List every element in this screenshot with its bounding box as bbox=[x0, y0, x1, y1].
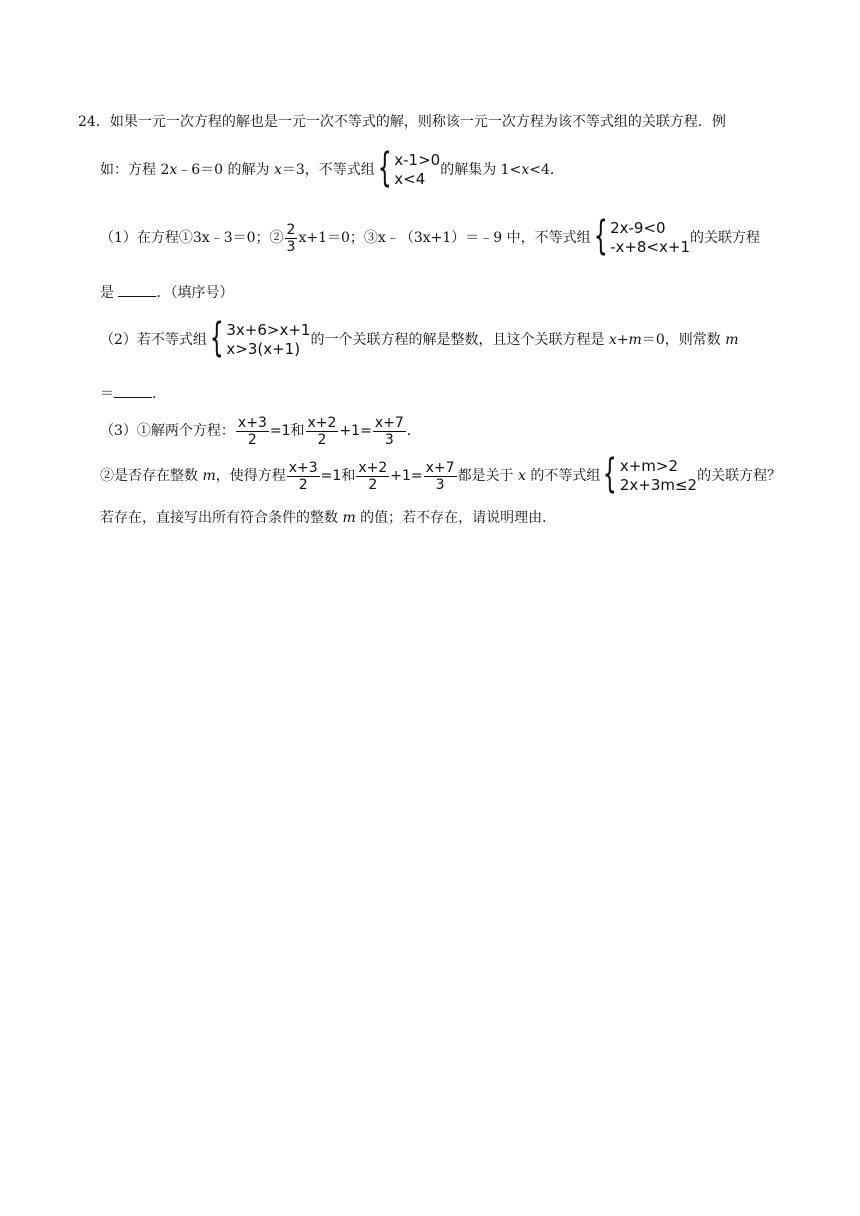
and-text: 和 bbox=[341, 468, 356, 484]
intro-text: ﹣6＝0 的解为 bbox=[177, 162, 274, 178]
part3-text: ，使得方程 bbox=[215, 468, 286, 484]
part2-text: 的一个关联方程的解是整数，且这个关联方程是 bbox=[310, 332, 609, 348]
fraction bbox=[356, 460, 389, 493]
circled-one: ① bbox=[136, 423, 151, 439]
part2-text: ． bbox=[152, 386, 166, 402]
left-brace: { bbox=[209, 315, 224, 361]
fraction-numerator: x+2 bbox=[358, 459, 388, 476]
fraction-denominator: 2 bbox=[317, 431, 327, 448]
inequality-row: 3x+6>x+1 bbox=[226, 321, 311, 339]
problem-intro-line-2 bbox=[100, 145, 564, 191]
part1-line-1 bbox=[100, 213, 761, 260]
fraction-numerator: x+3 bbox=[237, 414, 267, 431]
intro-text: 的解集为 1< bbox=[440, 162, 522, 178]
part1-label: （1）在方程 bbox=[100, 230, 179, 246]
inequality-row: -x+8<x+1 bbox=[610, 238, 691, 256]
inequality-row: x+m>2 bbox=[619, 457, 678, 475]
part3-text: 的关联方程？ bbox=[697, 468, 782, 484]
equals-one: =1 bbox=[320, 468, 342, 484]
inequality-row: 2x-9<0 bbox=[610, 219, 666, 237]
part2-label: （2）若不等式组 bbox=[100, 332, 207, 348]
part3-label: （3） bbox=[100, 423, 137, 439]
var-m: m bbox=[725, 332, 739, 348]
inequality-row: x-1>0 bbox=[394, 151, 441, 169]
inequality-row: 2x+3m≤2 bbox=[619, 476, 698, 494]
and-text: 和 bbox=[290, 423, 305, 439]
part2-inequality-system bbox=[226, 321, 310, 359]
example-inequality-system bbox=[394, 151, 440, 189]
part3-text: 是否存在整数 bbox=[114, 468, 203, 484]
part3-line-1 bbox=[100, 412, 421, 450]
part2-text: ＝0，则常数 bbox=[641, 332, 726, 348]
fraction-denominator: 3 bbox=[384, 431, 394, 448]
equation-1: 3x﹣3＝0； bbox=[192, 230, 270, 246]
part1-tail: 的关联方程 bbox=[690, 230, 761, 246]
var-m: m bbox=[202, 468, 216, 484]
answer-blank[interactable] bbox=[114, 383, 152, 398]
equals-one: =1 bbox=[269, 423, 291, 439]
var-m: m bbox=[342, 510, 356, 526]
left-brace: { bbox=[377, 145, 392, 191]
inequality-row: x>3(x+1) bbox=[226, 340, 301, 358]
left-brace: { bbox=[593, 213, 608, 259]
expression-x-plus-m: x+m bbox=[608, 332, 642, 348]
circled-two: ② bbox=[269, 230, 284, 246]
fraction-numerator: x+3 bbox=[288, 459, 318, 476]
part1-line-2 bbox=[100, 282, 233, 303]
fraction bbox=[373, 415, 406, 448]
inequality-row: x<4 bbox=[394, 170, 426, 188]
var-x: x bbox=[273, 162, 282, 178]
fraction-numerator: x+7 bbox=[374, 414, 404, 431]
plus-one-equals: +1= bbox=[339, 423, 372, 439]
var-x: x bbox=[169, 162, 178, 178]
part3-text: 都是关于 bbox=[457, 468, 519, 484]
part3-line-2 bbox=[100, 451, 782, 498]
plus-one-equals: +1= bbox=[390, 468, 423, 484]
equation-2: x+1＝0； bbox=[298, 230, 364, 246]
problem-intro-line-1 bbox=[78, 112, 726, 132]
part2-line-2 bbox=[100, 383, 166, 404]
fraction-denominator: 3 bbox=[286, 238, 296, 255]
fraction-numerator: 2 bbox=[286, 221, 296, 238]
var-x: x bbox=[521, 162, 530, 178]
left-brace: { bbox=[603, 451, 618, 497]
fraction-denominator: 2 bbox=[247, 431, 257, 448]
fraction-two-thirds bbox=[285, 222, 298, 255]
part3-text: 解两个方程： bbox=[150, 423, 235, 439]
problem-number: 24． bbox=[78, 114, 110, 130]
intro-text: ＝3，不等式组 bbox=[281, 162, 375, 178]
fraction bbox=[287, 460, 320, 493]
fraction-denominator: 2 bbox=[368, 476, 378, 493]
part2-text: ＝ bbox=[100, 386, 114, 402]
part3-text: 若存在，直接写出所有符合条件的整数 bbox=[100, 510, 343, 526]
part3-text: 的不等式组 bbox=[525, 468, 601, 484]
circled-one: ① bbox=[178, 230, 193, 246]
part3-line-3 bbox=[100, 508, 556, 528]
equation-3: x﹣（3x+1）＝﹣9 中，不等式组 bbox=[377, 230, 591, 246]
circled-two: ② bbox=[100, 468, 114, 484]
var-x: x bbox=[518, 468, 526, 484]
part1-text: ．（填序号） bbox=[156, 285, 234, 301]
part3-text: 的值；若不存在，请说明理由． bbox=[355, 510, 557, 526]
part1-text: 是 bbox=[100, 285, 119, 301]
fraction-denominator: 2 bbox=[298, 476, 308, 493]
fraction-numerator: x+2 bbox=[307, 414, 337, 431]
fraction bbox=[306, 415, 339, 448]
intro-text: 如：方程 2 bbox=[100, 162, 170, 178]
part1-inequality-system bbox=[610, 219, 690, 257]
answer-blank[interactable] bbox=[118, 282, 156, 297]
intro-text-1: 如果一元一次方程的解也是一元一次不等式的解，则称该一元一次方程为该不等式组的关联方程．例 bbox=[109, 114, 726, 130]
part3-text: ． bbox=[406, 423, 421, 439]
part2-line-1 bbox=[100, 315, 739, 362]
circled-three: ③ bbox=[363, 230, 378, 246]
fraction bbox=[424, 460, 457, 493]
intro-text: <4． bbox=[529, 162, 564, 178]
fraction-numerator: x+7 bbox=[425, 459, 455, 476]
fraction bbox=[236, 415, 269, 448]
part3-inequality-system bbox=[620, 457, 697, 495]
fraction-denominator: 3 bbox=[435, 476, 445, 493]
